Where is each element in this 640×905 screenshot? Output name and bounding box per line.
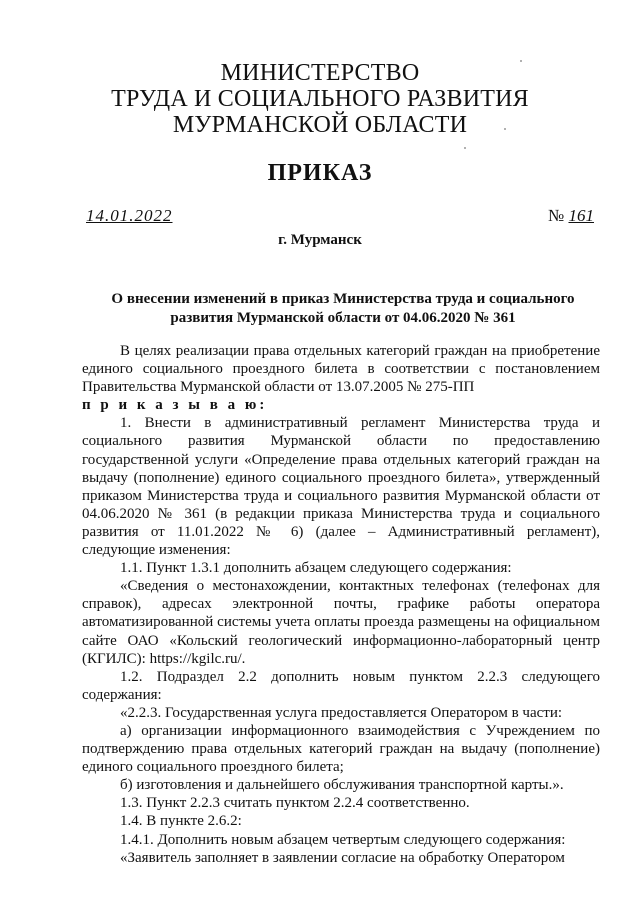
paragraph-quote-3: «Заявитель заполняет в заявлении согласие на обработку Оператором bbox=[120, 849, 565, 866]
header-line-2: ТРУДА И СОЦИАЛЬНОГО РАЗВИТИЯ bbox=[111, 86, 529, 112]
paragraph-item-1-1: 1.1. Пункт 1.3.1 дополнить абзацем следующего содержания: bbox=[120, 560, 512, 577]
order-number bbox=[548, 206, 594, 226]
number-label: № bbox=[548, 206, 565, 225]
scan-speck bbox=[464, 147, 466, 149]
paragraph-item-1-4: 1.4. В пункте 2.6.2: bbox=[120, 813, 242, 830]
number-value: 161 bbox=[568, 206, 594, 225]
city: г. Мурманск bbox=[278, 232, 362, 248]
order-body bbox=[82, 342, 600, 867]
order-subject: О внесении изменений в приказ Министерства труда и социального развития Мурманской области от 04.06.2020 № 361 bbox=[111, 291, 575, 326]
paragraph-preamble: В целях реализации права отдельных категорий граждан на приобретение единого социального проездного билета в соответствии с постановлением Правительства Мурманской области от 13.07.2005 № 275-ПП bbox=[82, 343, 600, 396]
paragraph-item-1-3: 1.3. Пункт 2.2.3 считать пунктом 2.2.4 соответственно. bbox=[120, 795, 470, 812]
paragraph-item-1-4-1: 1.4.1. Дополнить новым абзацем четвертым следующего содержания: bbox=[120, 831, 566, 848]
scan-speck bbox=[520, 60, 522, 62]
header-line-1: МИНИСТЕРСТВО bbox=[220, 60, 420, 86]
paragraph-item-1-2: 1.2. Подраздел 2.2 дополнить новым пунктом 2.2.3 следующего содержания: bbox=[82, 668, 600, 703]
header-line-3: МУРМАНСКОЙ ОБЛАСТИ bbox=[172, 112, 468, 138]
paragraph-quote-2: «2.2.3. Государственная услуга предоставляется Оператором в части: bbox=[120, 704, 563, 721]
paragraph-subitem-a: а) организации информационного взаимодействия с Учреждением по подтверждению права отдельных категорий граждан на выдачу (пополнение) единого социального проездного билета; bbox=[82, 722, 600, 776]
paragraph-order-word: п р и к а з ы в а ю: bbox=[82, 397, 268, 414]
scan-speck bbox=[504, 128, 506, 130]
paragraph-subitem-b: б) изготовления и дальнейшего обслуживания транспортной карты.». bbox=[120, 777, 564, 794]
document-title: ПРИКАЗ bbox=[267, 160, 373, 186]
paragraph-item-1: 1. Внести в административный регламент Министерства труда и социального развития Мурманской области по предоставлению государственной услуги «Определение права отдельных категорий граждан на выдачу (пополнение) единого социального проездного билета», утвержденный приказом Министерства труда и социального развития Мурманской области от 04.06.2020 № 361 (в редакции приказа Министерства труда и социального развития от 11.01.2022 № 6) (далее – Административный регламент), следующие изменения: bbox=[82, 415, 600, 559]
order-date: 14.01.2022 bbox=[86, 206, 173, 225]
paragraph-quote-1: «Сведения о местонахождении, контактных телефонах (телефонах для справок), адресах электронной почты, графике работы оператора автоматизированной системы учета оплаты проезда размещены на официальном сайте ОАО «Кольский геологический информационно-лабораторный центр (КГИЛС): https://kgilc.ru/. bbox=[82, 578, 600, 667]
